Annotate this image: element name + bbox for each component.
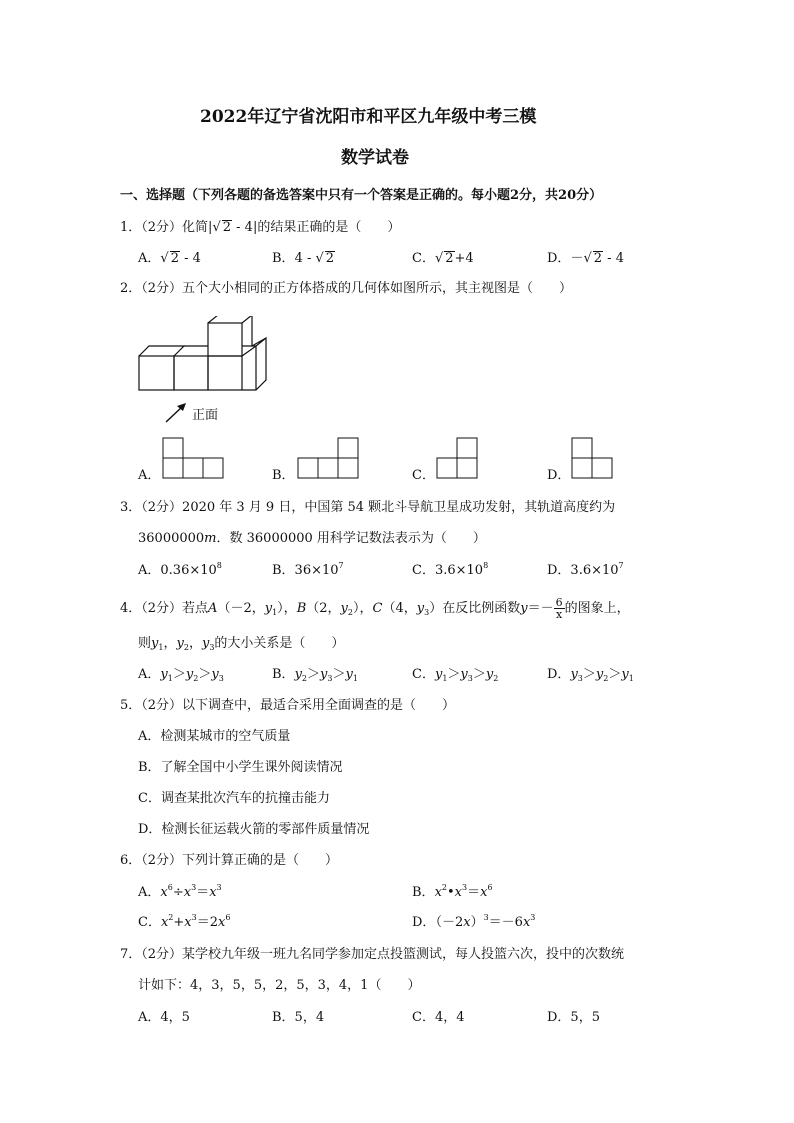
- q5-option-c: C．调查某批次汽车的抗撞击能力: [138, 791, 330, 806]
- q3-option-c: C．$3.6\times 10^8$: [412, 561, 489, 578]
- q5-option-b: B．了解全国中小学生课外阅读情况: [138, 760, 343, 775]
- q1-option-c: C．√ 2+4: [412, 251, 474, 266]
- q1-post: - 4|的结果正确的是（ ）: [232, 220, 401, 235]
- question-2-stem: 2．（2分）五个大小相同的正方体搭成的几何体如图所示，其主视图是（ ）: [120, 281, 573, 296]
- q3-option-d: D．$3.6\times 10^7$: [547, 561, 624, 578]
- page-subtitle: 数学试卷: [341, 148, 409, 168]
- q5-option-a: A．检测某城市的空气质量: [138, 729, 291, 744]
- q3-option-b: B．$36\times 10^7$: [272, 561, 344, 578]
- q4-option-b: B．$y_2>y_3>y_1$: [272, 667, 358, 683]
- q2-option-a-figure: [162, 437, 226, 481]
- q4-option-d: D．$y_3>y_2>y_1$: [547, 667, 634, 683]
- question-7-line1: 7．（2分）某学校九年级一班九名同学参加定点投篮测试，每人投篮六次，投中的次数统: [120, 947, 625, 962]
- question-7-line2: 计如下：4，3，5，5，2，5，3，4，1（ ）: [138, 978, 421, 993]
- q2-option-c-label: C．: [412, 468, 435, 483]
- q1-pre: 1．（2分）化简|: [120, 220, 213, 235]
- q1-option-b: B．4 - √ 2: [272, 251, 335, 266]
- q4-option-c: C．$y_1>y_3>y_2$: [412, 667, 499, 683]
- question-4-line2: 则$y_1$，$y_2$，$y_3$的大小关系是（ ）: [138, 636, 345, 652]
- fraction: $\frac{6}{x}$: [555, 596, 563, 621]
- q6-option-b: B．$x^2•x^3=x^6$: [412, 883, 493, 900]
- q7-option-d: D．5，5: [547, 1010, 600, 1025]
- q1-option-d: D．－√ 2 - 4: [547, 251, 624, 266]
- section-heading: 一、选择题（下列各题的备选答案中只有一个答案是正确的。每小题2分，共20分）: [120, 188, 603, 203]
- front-arrow-icon: [163, 402, 189, 424]
- q2-option-b-figure: [297, 437, 361, 481]
- q3-option-a: A．$0.36\times 10^8$: [138, 561, 222, 578]
- front-label: 正面: [192, 408, 219, 423]
- page-title: 2022年辽宁省沈阳市和平区九年级中考三模: [200, 107, 537, 127]
- q5-option-d: D．检测长征运载火箭的零部件质量情况: [138, 822, 370, 837]
- q2-option-c-figure: [436, 437, 480, 481]
- question-5-stem: 5．（2分）以下调查中，最适合采用全面调查的是（ ）: [120, 698, 456, 713]
- sqrt-sign: √ 2: [212, 220, 232, 235]
- q2-option-a-label: A．: [138, 468, 161, 483]
- q4-option-a: A．$y_1>y_2>y_3$: [138, 667, 224, 683]
- cube-figure: [130, 316, 275, 398]
- question-3-line1: 3．（2分）2020 年 3 月 9 日，中国第 54 颗北斗导航卫星成功发射，其轨道高度约为: [120, 500, 616, 515]
- q2-option-d-label: D．: [547, 468, 571, 483]
- question-4-line1: 4．（2分）若点A（－2，$y_1$），B（2，$y_2$），C（4，$y_3$）在反比例函数y＝－ $\frac{6}{x}$ 的图象上，: [120, 596, 630, 621]
- q6-option-c: C．$x^2+x^3=2x^6$: [138, 913, 231, 930]
- question-6-stem: 6．（2分）下列计算正确的是（ ）: [120, 853, 339, 868]
- q2-option-b-label: B．: [272, 468, 295, 483]
- q1-option-a: A．√ 2 - 4: [138, 251, 201, 266]
- q7-option-c: C．4，4: [412, 1010, 465, 1025]
- q7-option-b: B．5，4: [272, 1010, 325, 1025]
- question-3-line2: 36000000m．数 36000000 用科学记数法表示为（ ）: [138, 531, 486, 546]
- q6-option-d: D．$(-2x)^3=-6x^3$: [412, 913, 536, 930]
- q7-option-a: A．4，5: [138, 1010, 190, 1025]
- question-1-stem: [120, 220, 400, 234]
- q2-option-d-figure: [571, 437, 615, 481]
- q6-option-a: A．$x^6\div x^3=x^3$: [138, 883, 222, 900]
